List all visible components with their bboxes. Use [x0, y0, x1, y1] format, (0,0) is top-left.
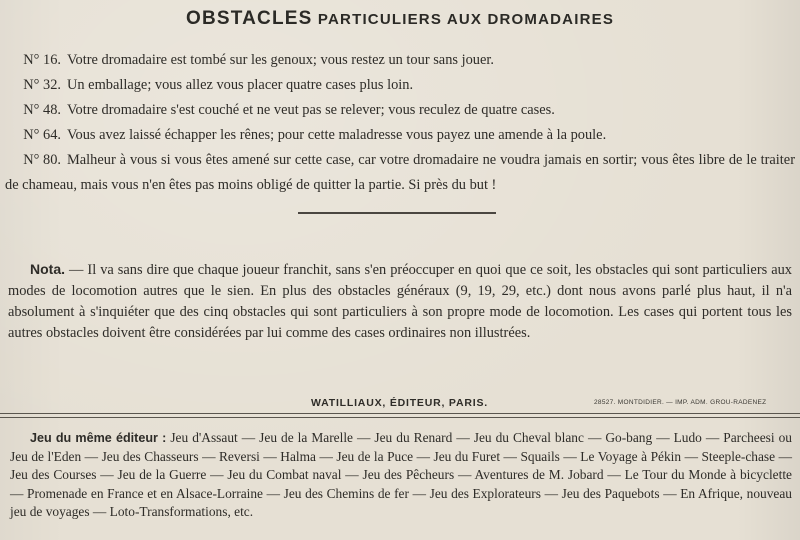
nota-lead: Nota.	[30, 261, 65, 277]
obstacle-rules-list	[5, 48, 795, 198]
rule-80	[5, 148, 795, 198]
printer-imprint: 28527. MONTDIDIER. — IMP. ADM. GROU-RADENEZ	[594, 399, 767, 406]
rule-number: N° 64.	[23, 127, 61, 143]
page-title	[0, 8, 800, 30]
rule-text: Malheur à vous si vous êtes amené sur cette case, car votre dromadaire ne voudra jamais en sortir; vous êtes libre de le traiter de chameau, mais vous n'en êtes pas moins obligé de quitter la partie. Si près du but !	[5, 152, 795, 193]
rule-48	[5, 98, 795, 123]
double-rule-divider	[0, 413, 800, 418]
catalog-text: Jeu d'Assaut — Jeu de la Marelle — Jeu du Renard — Jeu du Cheval blanc — Go-bang — Ludo — Parcheesi ou Jeu de l'Eden — Jeu des Chasseurs — Reversi — Halma — Jeu de la Puce — Jeu du Furet — Squails — Le Voyage à Pékin — Steeple-chase — Jeu des Courses — Jeu de la Guerre — Jeu du Combat naval — Jeu des Pêcheurs — Aventures de M. Jobard — Le Tour du Monde à bicyclette — Promenade en France et en Alsace-Lorraine — Jeu des Chemins de fer — Jeu des Explorateurs — Jeu des Paquebots — En Afrique, nouveau jeu de voyages — Loto-Transformations, etc.	[10, 430, 792, 520]
title-part-2: PARTICULIERS AUX DROMADAIRES	[317, 11, 615, 28]
rule-32	[5, 73, 795, 98]
rule-number: N° 80.	[23, 152, 61, 168]
rule-text: Un emballage; vous allez vous placer quatre cases plus loin.	[67, 77, 414, 93]
nota-paragraph	[8, 259, 792, 344]
rule-text: Votre dromadaire s'est couché et ne veut pas se relever; vous reculez de quatre cases.	[67, 102, 555, 118]
rule-16	[5, 48, 795, 73]
publisher-catalog	[10, 429, 792, 522]
publisher-imprint: WATILLIAUX, ÉDITEUR, PARIS.	[311, 397, 488, 409]
title-part-1: OBSTACLES	[185, 8, 313, 29]
rule-text: Votre dromadaire est tombé sur les genoux; vous restez un tour sans jouer.	[67, 52, 494, 68]
rule-text: Vous avez laissé échapper les rênes; pour cette maladresse vous payez une amende à la poule.	[67, 127, 607, 143]
rule-number: N° 32.	[23, 77, 61, 93]
catalog-lead: Jeu du même éditeur :	[30, 431, 167, 445]
rule-64	[5, 123, 795, 148]
rule-number: N° 48.	[23, 102, 61, 118]
nota-text: — Il va sans dire que chaque joueur franchit, sans s'en préoccuper en quoi que ce soit, les obstacles qui sont particuliers aux modes de locomotion autres que le sien. En plus des obstacles généraux (9, 19, 29, etc.) dont nous avons parlé plus haut, il n'a absolument à s'inquiéter que des cinq obstacles qui sont particuliers à son propre mode de locomotion. Les cases qui portent tous les autres obstacles doivent être considérées par lui comme des cases ordinaires non illustrées.	[8, 262, 792, 341]
rule-number: N° 16.	[23, 52, 61, 68]
section-divider	[298, 212, 496, 214]
